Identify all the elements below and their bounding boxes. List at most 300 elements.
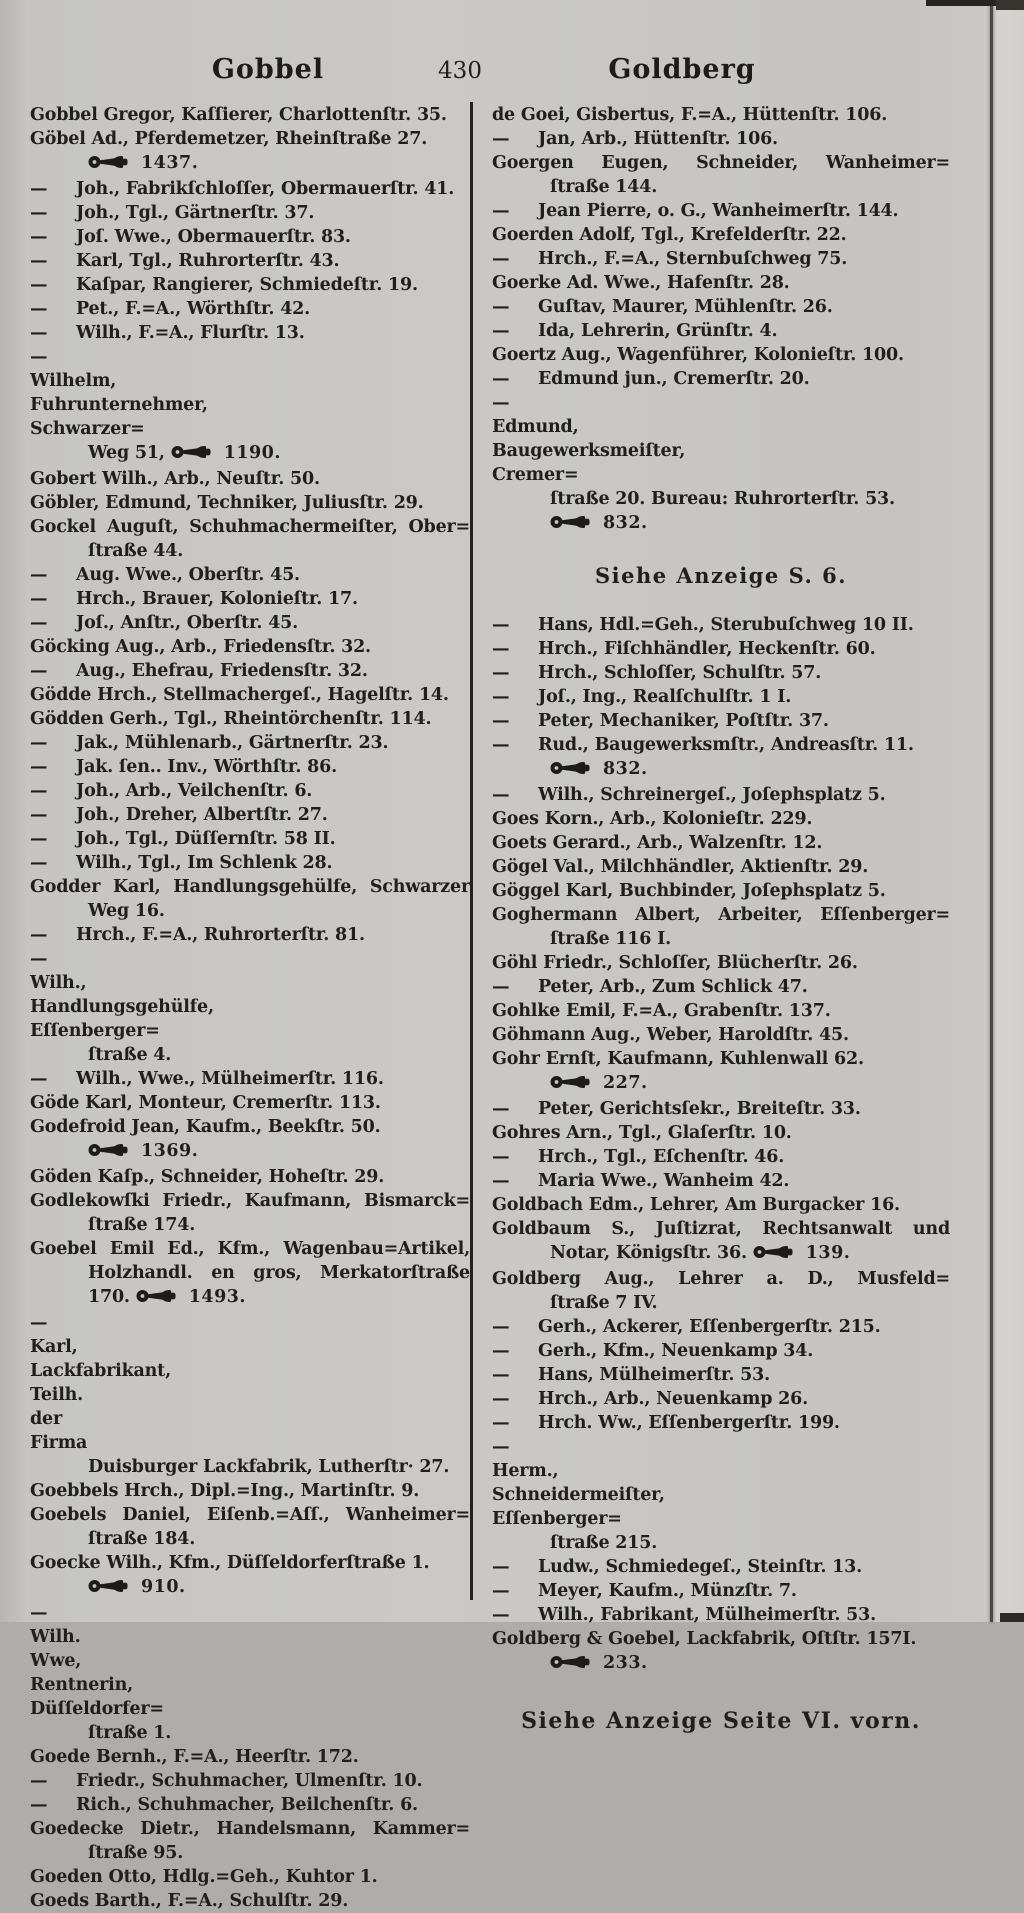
entry-text: Goghermann Albert, Arbeiter, Eſſenberger=	[492, 905, 950, 925]
entry-text: Friedr., Schuhmacher, Ulmenſtr. 10.	[76, 1771, 423, 1791]
same-surname-dash: —	[30, 853, 48, 873]
page-number: 430	[438, 58, 482, 84]
entry-text: Gobbel Gregor, Kaſſierer, Charlottenſtr. 35.	[30, 105, 447, 125]
entry-text: Hrch., F.=A., Ruhrorterſtr. 81.	[76, 925, 365, 945]
directory-entry	[492, 247, 950, 271]
entry-line	[30, 1091, 470, 1115]
directory-entry	[492, 1047, 950, 1097]
directory-entry	[492, 807, 950, 831]
directory-entry	[492, 1315, 950, 1339]
entry-text: Meyer, Kaufm., Münzſtr. 7.	[538, 1581, 797, 1601]
directory-entry	[30, 1601, 470, 1745]
entry-text: ſtraße 1.	[88, 1723, 172, 1743]
entry-line	[492, 391, 686, 487]
entry-line	[492, 1315, 881, 1339]
telephone-number: 1437.	[141, 153, 199, 173]
entry-line	[30, 491, 470, 515]
entry-text: Pet., F.=A., Wörthſtr. 42.	[76, 299, 311, 319]
entry-text: Gohres Arn., Tgl., Glaſerſtr. 10.	[492, 1123, 792, 1143]
same-surname-dash: —	[30, 251, 48, 271]
directory-entry	[492, 1411, 950, 1435]
entry-text: Joh., Dreher, Albertſtr. 27.	[76, 805, 328, 825]
entry-line	[492, 637, 876, 661]
entry-text: ſtraße 20. Bureau: Ruhrorterſtr. 53.	[550, 489, 895, 509]
entry-line	[30, 827, 336, 851]
same-surname-dash: —	[492, 369, 510, 389]
directory-entry	[30, 755, 470, 779]
entry-text: Maria Wwe., Wanheim 42.	[538, 1171, 790, 1191]
directory-entry	[30, 273, 470, 297]
entry-line	[30, 851, 333, 875]
entry-text: Gohr Ernſt, Kaufmann, Kuhlenwall 62.	[492, 1049, 864, 1069]
entry-line	[30, 611, 299, 635]
entry-line	[30, 875, 470, 899]
entry-text: Hrch., Schloſſer, Schulſtr. 57.	[538, 663, 822, 683]
same-surname-dash: —	[30, 299, 48, 319]
entry-line	[30, 1189, 470, 1213]
same-surname-dash: —	[492, 129, 510, 149]
telephone-icon	[550, 1653, 594, 1677]
directory-entry	[492, 151, 950, 199]
entry-line	[492, 709, 829, 733]
entry-line	[30, 467, 470, 491]
entry-line	[492, 903, 950, 927]
entry-text: Hans, Hdl.=Geh., Sterubuſchweg 10 II.	[538, 615, 914, 635]
entry-text: Göbler, Edmund, Techniker, Juliusſtr. 29.	[30, 493, 424, 513]
entry-line	[30, 1601, 164, 1721]
same-surname-dash: —	[30, 347, 48, 367]
directory-entry	[492, 1579, 950, 1603]
entry-line	[492, 103, 950, 127]
same-surname-dash: —	[30, 613, 48, 633]
entry-text: Ida, Lehrerin, Grünſtr. 4.	[538, 321, 778, 341]
same-surname-dash: —	[30, 1069, 48, 1089]
page-fold-line	[990, 0, 993, 1622]
same-surname-dash: —	[492, 297, 510, 317]
entry-text: Godefroid Jean, Kaufm., Beekſtr. 50.	[30, 1117, 381, 1137]
entry-line	[492, 1291, 950, 1315]
same-surname-dash: —	[492, 1581, 510, 1601]
entry-line	[492, 271, 950, 295]
entry-text: Gohlke Emil, F.=A., Grabenſtr. 137.	[492, 1001, 831, 1021]
entry-line	[492, 199, 899, 223]
same-surname-dash: —	[30, 949, 48, 969]
same-surname-dash: —	[30, 925, 48, 945]
directory-entry	[30, 515, 470, 563]
directory-entry	[492, 367, 950, 391]
entry-line	[30, 731, 389, 755]
same-surname-dash: —	[30, 733, 48, 753]
entry-text: Weg 16.	[88, 901, 165, 921]
same-surname-dash: —	[492, 735, 510, 755]
entry-text: Hrch., Fiſchhändler, Heckenſtr. 60.	[538, 639, 876, 659]
entry-line	[492, 807, 950, 831]
entry-line	[492, 1531, 950, 1555]
entry-text: Karl, Lackfabrikant, Teilh. der Firma	[30, 1337, 171, 1453]
entry-text: Göhmann Aug., Weber, Haroldſtr. 45.	[492, 1025, 849, 1045]
directory-entry	[492, 1363, 950, 1387]
directory-entry	[30, 1237, 470, 1311]
entry-line	[30, 225, 351, 249]
entry-line	[492, 999, 950, 1023]
telephone-icon	[550, 1073, 594, 1097]
directory-entry	[492, 127, 950, 151]
entry-line	[492, 511, 950, 537]
entry-text: Weg 51,	[88, 443, 171, 463]
entry-text: Gobert Wilh., Arb., Neuſtr. 50.	[30, 469, 320, 489]
entry-line	[30, 659, 368, 683]
entry-text: 170.	[88, 1287, 136, 1307]
same-surname-dash: —	[30, 227, 48, 247]
entry-line	[492, 855, 950, 879]
entry-text: Jan, Arb., Hüttenſtr. 106.	[538, 129, 778, 149]
directory-entry	[30, 491, 470, 515]
directory-entry	[492, 685, 950, 709]
entry-line	[492, 757, 950, 783]
entry-line	[30, 273, 418, 297]
directory-entry	[30, 127, 470, 177]
entry-line	[30, 635, 470, 659]
directory-entry	[30, 587, 470, 611]
directory-entry	[30, 1311, 470, 1479]
entry-text: Wilhelm, Fuhrunternehmer, Schwarzer=	[30, 371, 208, 439]
entry-line	[30, 1455, 470, 1479]
directory-entry	[30, 803, 470, 827]
telephone-number: 1369.	[141, 1141, 199, 1161]
entry-text: Joh., Tgl., Gärtnerſtr. 37.	[76, 203, 315, 223]
entry-text: Goerke Ad. Wwe., Hafenſtr. 28.	[492, 273, 790, 293]
entry-line	[30, 1139, 470, 1165]
same-surname-dash: —	[492, 1317, 510, 1337]
entry-text: Goerden Adolf, Tgl., Krefelderſtr. 22.	[492, 225, 847, 245]
entry-line	[30, 1115, 470, 1139]
entry-text: ſtraße 7 IV.	[550, 1293, 658, 1313]
directory-entry	[30, 731, 470, 755]
entry-line	[30, 177, 455, 201]
entry-text: Goets Gerard., Arb., Walzenſtr. 12.	[492, 833, 823, 853]
directory-entry	[30, 1769, 470, 1793]
entry-line	[492, 1071, 950, 1097]
entry-text: ſtraße 44.	[88, 541, 184, 561]
same-surname-dash: —	[492, 785, 510, 805]
entry-line	[30, 587, 358, 611]
entry-text: Jak. ſen.. Inv., Wörthſtr. 86.	[76, 757, 337, 777]
column-divider-rule	[470, 102, 473, 1600]
entry-text: Goedecke Dietr., Handelsmann, Kammer=	[30, 1819, 470, 1839]
entry-line	[492, 685, 792, 709]
entry-text: Goede Bernh., F.=A., Heerſtr. 172.	[30, 1747, 359, 1767]
directory-entry	[492, 975, 950, 999]
telephone-icon	[88, 1141, 132, 1165]
directory-entry	[30, 1165, 470, 1189]
entry-text: Hrch., Tgl., Eſchenſtr. 46.	[538, 1147, 785, 1167]
entry-line	[492, 1169, 790, 1193]
entry-text: Gögel Val., Milchhändler, Aktienſtr. 29.	[492, 857, 869, 877]
telephone-icon	[550, 759, 594, 783]
entry-text: Wilh., F.=A., Flurſtr. 13.	[76, 323, 305, 343]
entry-line	[492, 1267, 950, 1291]
same-surname-dash: —	[492, 1341, 510, 1361]
telephone-icon	[136, 1287, 180, 1311]
same-surname-dash: —	[30, 1313, 48, 1333]
directory-entry	[492, 855, 950, 879]
directory-entry	[492, 103, 950, 127]
directory-entry	[492, 879, 950, 903]
entry-text: Herm., Schneidermeiſter, Eſſenberger=	[492, 1461, 665, 1529]
entry-text: Godder Karl, Handlungsgehülfe, Schwarzer	[30, 877, 470, 897]
directory-entry	[30, 635, 470, 659]
same-surname-dash: —	[30, 179, 48, 199]
directory-entry	[30, 1817, 470, 1865]
directory-entry	[30, 1479, 470, 1503]
same-surname-dash: —	[30, 805, 48, 825]
entry-text: Jean Pierre, o. G., Wanheimerſtr. 144.	[538, 201, 899, 221]
entry-text: Goertz Aug., Wagenführer, Kolonieſtr. 100.	[492, 345, 904, 365]
entry-line	[30, 1527, 470, 1551]
same-surname-dash: —	[492, 249, 510, 269]
same-surname-dash: —	[492, 201, 510, 221]
entry-line	[492, 879, 950, 903]
entry-text: Rich., Schuhmacher, Beilchenſtr. 6.	[76, 1795, 418, 1815]
entry-text: Rud., Baugewerksmſtr., Andreasſtr. 11.	[538, 735, 914, 755]
entry-text: Gödden Gerh., Tgl., Rheintörchenſtr. 114.	[30, 709, 432, 729]
entry-line	[30, 755, 337, 779]
directory-entry	[30, 827, 470, 851]
entry-line	[30, 1551, 470, 1575]
directory-entry	[492, 199, 950, 223]
entry-text: Goldberg & Goebel, Lackfabrik, Oſtſtr. 157I.	[492, 1629, 917, 1649]
directory-entry	[492, 1555, 950, 1579]
entry-text: Jak., Mühlenarb., Gärtnerſtr. 23.	[76, 733, 389, 753]
directory-entry	[30, 345, 470, 467]
entry-text: Joſ., Ing., Realſchulſtr. 1 I.	[538, 687, 792, 707]
entry-text: Goecke Wilh., Kfm., Düſſeldorferſtraße 1.	[30, 1553, 430, 1573]
telephone-number: 910.	[141, 1577, 186, 1597]
same-surname-dash: —	[30, 757, 48, 777]
entry-line	[30, 1745, 470, 1769]
same-surname-dash: —	[492, 393, 510, 413]
entry-line	[30, 803, 328, 827]
directory-entry	[30, 779, 470, 803]
entry-line	[492, 1651, 950, 1677]
entry-line	[30, 201, 315, 225]
directory-entry	[30, 201, 470, 225]
entry-line	[492, 1411, 840, 1435]
same-surname-dash: —	[492, 1389, 510, 1409]
directory-entry	[30, 467, 470, 491]
entry-text: Godlekowſki Friedr., Kaufmann, Bismarck=	[30, 1191, 470, 1211]
same-surname-dash: —	[30, 589, 48, 609]
directory-entry	[492, 831, 950, 855]
entry-line	[492, 343, 950, 367]
directory-entry	[30, 563, 470, 587]
directory-entry	[492, 223, 950, 247]
entry-text: Goebels Daniel, Eiſenb.=Aſſ., Wanheimer=	[30, 1505, 470, 1525]
entry-text: Goldbach Edm., Lehrer, Am Burgacker 16.	[492, 1195, 900, 1215]
entry-text: de Goei, Gisbertus, F.=A., Hüttenſtr. 106.	[492, 105, 888, 125]
entry-line	[30, 515, 470, 539]
telephone-icon	[550, 513, 594, 537]
telephone-number: 832.	[603, 513, 648, 533]
telephone-number: 227.	[603, 1073, 648, 1093]
entry-line	[492, 661, 822, 685]
entry-line	[492, 367, 810, 391]
entry-text: Göggel Karl, Buchbinder, Joſephsplatz 5.	[492, 881, 886, 901]
entry-text: Wilh., Tgl., Im Schlenk 28.	[76, 853, 333, 873]
entry-text: Guſtav, Maurer, Mühlenſtr. 26.	[538, 297, 833, 317]
entry-text: Ludw., Schmiedegeſ., Steinſtr. 13.	[538, 1557, 862, 1577]
entry-line	[30, 1043, 470, 1067]
same-surname-dash: —	[30, 1771, 48, 1791]
same-surname-dash: —	[492, 687, 510, 707]
same-surname-dash: —	[492, 1099, 510, 1119]
entry-line	[30, 441, 470, 467]
directory-entry	[492, 319, 950, 343]
entry-line	[30, 1721, 470, 1745]
entry-line	[30, 707, 470, 731]
entry-line	[30, 1865, 470, 1889]
telephone-icon	[171, 443, 215, 467]
directory-entry	[30, 225, 470, 249]
scan-edge-bottom-right	[1000, 1613, 1024, 1622]
entry-line	[30, 321, 305, 345]
entry-line	[492, 1627, 950, 1651]
directory-entry	[30, 611, 470, 635]
entry-line	[30, 1769, 423, 1793]
directory-entry	[492, 999, 950, 1023]
entry-line	[30, 1165, 470, 1189]
entry-line	[30, 1889, 470, 1913]
header-keyword-right: Goldberg	[608, 54, 756, 85]
directory-entry	[30, 923, 470, 947]
entry-text: Wilh., Fabrikant, Mülheimerſtr. 53.	[538, 1605, 876, 1625]
same-surname-dash: —	[492, 1147, 510, 1167]
entry-text: Göbel Ad., Pferdemetzer, Rheinſtraße 27.	[30, 129, 428, 149]
entry-line	[492, 127, 778, 151]
directory-entry	[30, 1865, 470, 1889]
directory-entry	[492, 1267, 950, 1315]
directory-entry	[492, 271, 950, 295]
directory-entry	[30, 1889, 470, 1913]
entry-text: ſtraße 184.	[88, 1529, 196, 1549]
entry-text: Hrch., Arb., Neuenkamp 26.	[538, 1389, 808, 1409]
directory-entry	[492, 661, 950, 685]
same-surname-dash: —	[492, 1437, 510, 1457]
directory-entry	[492, 903, 950, 951]
entry-line	[492, 927, 950, 951]
entry-line	[492, 831, 950, 855]
advert-cross-reference: Siehe Anzeige Seite VI. vorn.	[521, 1708, 921, 1734]
entry-line	[492, 1121, 950, 1145]
same-surname-dash: —	[492, 1413, 510, 1433]
entry-text: Göde Karl, Monteur, Cremerſtr. 113.	[30, 1093, 381, 1113]
directory-entry	[30, 177, 470, 201]
entry-line	[492, 223, 950, 247]
entry-text: Hrch., Brauer, Kolonieſtr. 17.	[76, 589, 358, 609]
entry-text: Peter, Mechaniker, Poſtſtr. 37.	[538, 711, 829, 731]
entry-line	[492, 151, 950, 175]
entry-line	[492, 1363, 771, 1387]
telephone-number: 233.	[603, 1653, 648, 1673]
telephone-number: 832.	[603, 759, 648, 779]
entry-line	[30, 151, 470, 177]
directory-entry	[492, 783, 950, 807]
entry-text: Goeden Otto, Hdlg.=Geh., Kuhtor 1.	[30, 1867, 378, 1887]
directory-entry	[492, 637, 950, 661]
entry-line	[30, 947, 214, 1043]
entry-line	[30, 539, 470, 563]
entry-text: Joh., Tgl., Düſſernſtr. 58 II.	[76, 829, 336, 849]
entry-line	[30, 923, 365, 947]
entry-line	[30, 683, 470, 707]
entry-line	[30, 1285, 470, 1311]
entry-line	[492, 487, 950, 511]
entry-text: Hrch. Ww., Eſſenbergerſtr. 199.	[538, 1413, 840, 1433]
directory-entry	[492, 1627, 950, 1677]
telephone-icon	[88, 153, 132, 177]
entry-line	[492, 733, 914, 757]
entry-text: Hrch., F.=A., Sternbuſchweg 75.	[538, 249, 848, 269]
directory-entry	[492, 1339, 950, 1363]
directory-entry	[492, 1145, 950, 1169]
entry-text: ſtraße 215.	[550, 1533, 658, 1553]
directory-entry	[30, 1745, 470, 1769]
same-surname-dash: —	[30, 275, 48, 295]
same-surname-dash: —	[492, 1605, 510, 1625]
directory-entry	[30, 707, 470, 731]
directory-entry	[30, 1503, 470, 1551]
telephone-number: 139.	[805, 1243, 851, 1263]
entry-text: Joſ., Anſtr., Oberſtr. 45.	[76, 613, 299, 633]
entry-text: Goeds Barth., F.=A., Schulſtr. 29.	[30, 1891, 349, 1911]
same-surname-dash: —	[492, 663, 510, 683]
directory-entry	[30, 851, 470, 875]
directory-entry	[492, 295, 950, 319]
same-surname-dash: —	[492, 639, 510, 659]
directory-entry	[492, 1217, 950, 1267]
entry-text: Edmund jun., Cremerſtr. 20.	[538, 369, 810, 389]
entry-line	[30, 1575, 470, 1601]
entry-text: Wilh. Wwe, Rentnerin, Düſſeldorfer=	[30, 1627, 164, 1719]
entry-line	[30, 779, 313, 803]
entry-line	[492, 1339, 814, 1363]
entry-text: Wilh., Handlungsgehülfe, Eſſenberger=	[30, 973, 214, 1041]
directory-entry	[30, 249, 470, 273]
entry-text: Karl, Tgl., Ruhrorterſtr. 43.	[76, 251, 340, 271]
same-surname-dash: —	[492, 977, 510, 997]
directory-entry	[30, 947, 470, 1067]
directory-entry	[30, 1091, 470, 1115]
entry-text: Duisburger Lackfabrik, Lutherſtr· 27.	[88, 1457, 450, 1477]
same-surname-dash: —	[30, 781, 48, 801]
entry-text: Goebel Emil Ed., Kfm., Wagenbau=Artikel,	[30, 1239, 470, 1259]
entry-text: Hans, Mülheimerſtr. 53.	[538, 1365, 771, 1385]
entry-line	[492, 1387, 808, 1411]
entry-line	[30, 899, 470, 923]
entry-line	[30, 1503, 470, 1527]
entry-line	[492, 975, 808, 999]
entry-line	[492, 1603, 876, 1627]
entry-text: Peter, Arb., Zum Schlick 47.	[538, 977, 808, 997]
entry-line	[492, 1145, 785, 1169]
directory-entry	[30, 1189, 470, 1237]
entry-text: Joh., Arb., Veilchenſtr. 6.	[76, 781, 313, 801]
entry-line	[30, 127, 470, 151]
entry-text: Goergen Eugen, Schneider, Wanheimer=	[492, 153, 950, 173]
entry-line	[492, 1579, 797, 1603]
telephone-number: 1493.	[188, 1287, 247, 1307]
entry-line	[30, 1841, 470, 1865]
